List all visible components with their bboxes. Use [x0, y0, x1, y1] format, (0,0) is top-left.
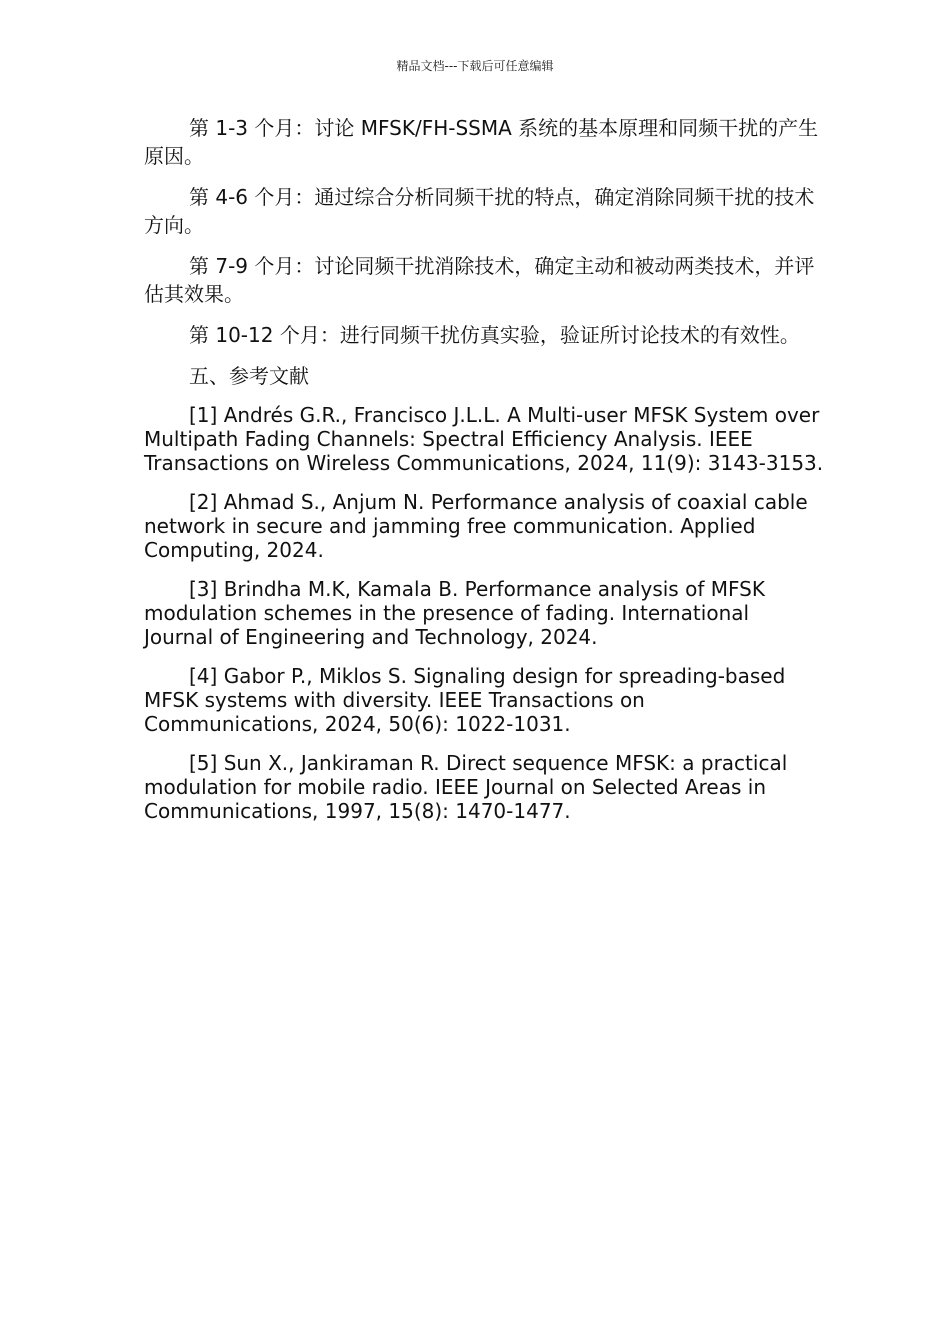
document-body	[144, 114, 824, 838]
schedule-item-months-1-3: 第 1-3 个月：讨论 MFSK/FH-SSMA 系统的基本原理和同频干扰的产生原因。	[144, 116, 819, 168]
schedule-item-months-10-12: 第 10-12 个月：进行同频干扰仿真实验，验证所讨论技术的有效性。	[189, 323, 800, 347]
reference-2: [2] Ahmad S., Anjum N. Performance analysis of coaxial cable network in secure and jamming free communication. Applied Computing, 2024.	[144, 490, 808, 562]
section-title-references: 五、参考文献	[189, 364, 309, 388]
schedule-item-months-4-6: 第 4-6 个月：通过综合分析同频干扰的特点，确定消除同频干扰的技术方向。	[144, 185, 815, 237]
reference-5: [5] Sun X., Jankiraman R. Direct sequence MFSK: a practical modulation for mobile radio. IEEE Journal on Selected Areas in Communications, 1997, 15(8): 1470-1477.	[144, 751, 788, 823]
reference-1: [1] Andrés G.R., Francisco J.L.L. A Multi-user MFSK System over Multipath Fading Channels: Spectral Efficiency Analysis. IEEE Transactions on Wireless Communications, 2024, 11(9): 3143-3153.	[144, 403, 824, 475]
reference-3: [3] Brindha M.K, Kamala B. Performance analysis of MFSK modulation schemes in the presence of fading. International Journal of Engineering and Technology, 2024.	[144, 577, 765, 649]
page-header: 精品文档---下载后可任意编辑	[396, 59, 554, 73]
schedule-item-months-7-9: 第 7-9 个月：讨论同频干扰消除技术，确定主动和被动两类技术，并评估其效果。	[144, 254, 815, 306]
reference-4: [4] Gabor P., Miklos S. Signaling design for spreading-based MFSK systems with diversity. IEEE Transactions on Communications, 2024, 50(6): 1022-1031.	[144, 664, 786, 736]
